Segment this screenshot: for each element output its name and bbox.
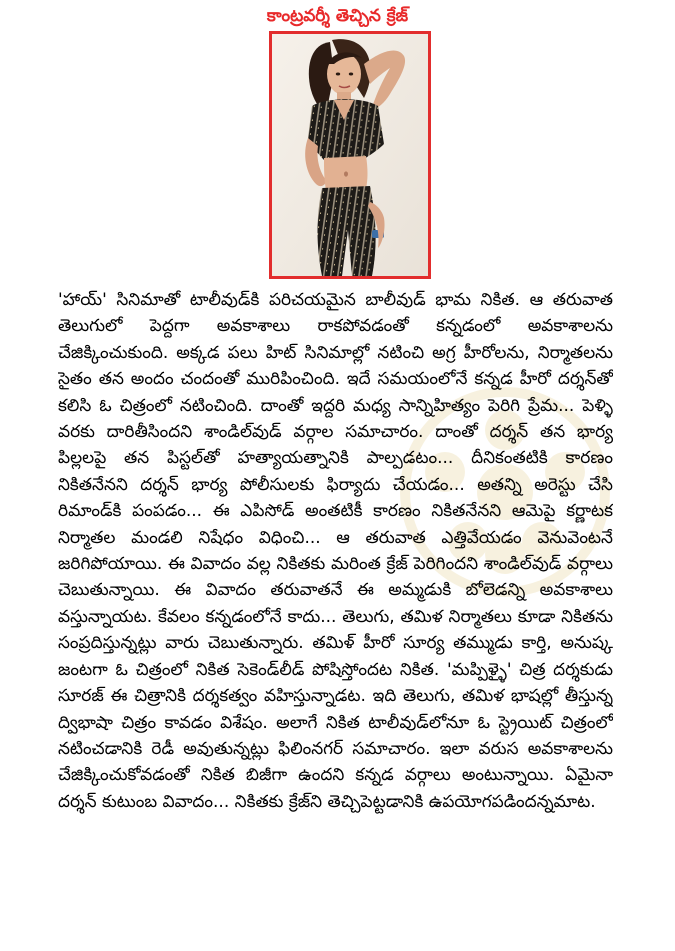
actress-photo xyxy=(269,31,431,279)
article-body: 'హాయ్' సినిమాతో టాలీవుడ్‌కి పరిచయమైన బాలీవుడ్ భామ నికిత. ఆ తరువాత తెలుగులో పెద్దగా అవకాశాలు రాకపోవడంతో కన్నడంలో అవకాశాలను చేజిక్కించుకుంది. అక్కడ పలు హిట్ సినిమాల్లో నటించి అగ్ర హీరోలను, నిర్మాతలను సైతం తన అందం చందంతో మురిపించింది. ఇదే సమయంలోనే కన్నడ హీరో దర్శన్‌తో కలిసి ఓ చిత్రంలో నటించింది. దాంతో ఇద్దరి మధ్య సాన్నిహిత్యం పెరిగి ప్రేమ... పెళ్ళి వరకు దారితీసిందని శాండిల్‌వుడ్ వర్గాల సమాచారం. దాంతో దర్శన్ తన భార్య పిల్లలపై తన పిస్టల్‌తో హత్యాయత్నానికి పాల్పడటం... దీనికంతటికి కారణం నికితనేనని దర్శన్ భార్య పోలీసులకు ఫిర్యాదు చేయడం... అతన్ని అరెస్టు చేసి రిమాండ్‌కి పంపడం... ఈ ఎపిసోడ్ అంతటికీ కారణం నికితనేనని ఆమెపై కర్ణాటక నిర్మాతల మండలి నిషేధం విధించి... ఆ తరువాత ఎత్తివేయడం వెనువెంటనే జరిగిపోయాయి. ఈ వివాదం వల్ల నికితకు మరింత క్రేజ్ పెరిగిందని శాండిల్‌వుడ్ వర్గాలు చెబుతున్నాయి. ఈ వివాదం తరువాతనే ఈ అమ్మడుకి బోలెడన్ని అవకాశాలు వస్తున్నాయట. కేవలం కన్నడంలోనే కాదు... తెలుగు, తమిళ నిర్మాతలు కూడా నికితను సంప్రదిస్తున్నట్లు వారు చెబుతున్నారు. తమిళ్ హీరో సూర్య తమ్ముడు కార్తి, అనుష్క జంటగా ఓ చిత్రంలో నికిత సెకెండ్‌లీడ్ పోషిస్తోందట నికిత. 'మప్పిళ్ళై' చిత్ర దర్శకుడు సూరజ్ ఈ చిత్రానికి దర్శకత్వం వహిస్తున్నాడట. ఇది తెలుగు, తమిళ భాషల్లో తీస్తున్న ద్విభాషా చిత్రం కావడం విశేషం. అలాగే నికిత టాలీవుడ్‌లోనూ ఓ స్ట్రెయిట్ చిత్రంలో నటించడానికి రెడీ అవుతున్నట్లు ఫిలింనగర్ సమాచారం. ఇలా వరుస అవకాశాలను చేజిక్కించుకోవడంతో నికిత బిజీగా ఉందని కన్నడ వర్గాలు అంటున్నాయి. ఏమైనా దర్శన్ కుటుంబ వివాదం... నికితకు క్రేజ్‌ని తెచ్చిపెట్టడానికి ఉపయోగపడిందన్నమాట. xyxy=(58,290,613,812)
article-headline: కాంట్రవర్శీ తెచ్చిన క్రేజ్ xyxy=(266,6,409,26)
actress-photo-icon xyxy=(272,34,428,276)
